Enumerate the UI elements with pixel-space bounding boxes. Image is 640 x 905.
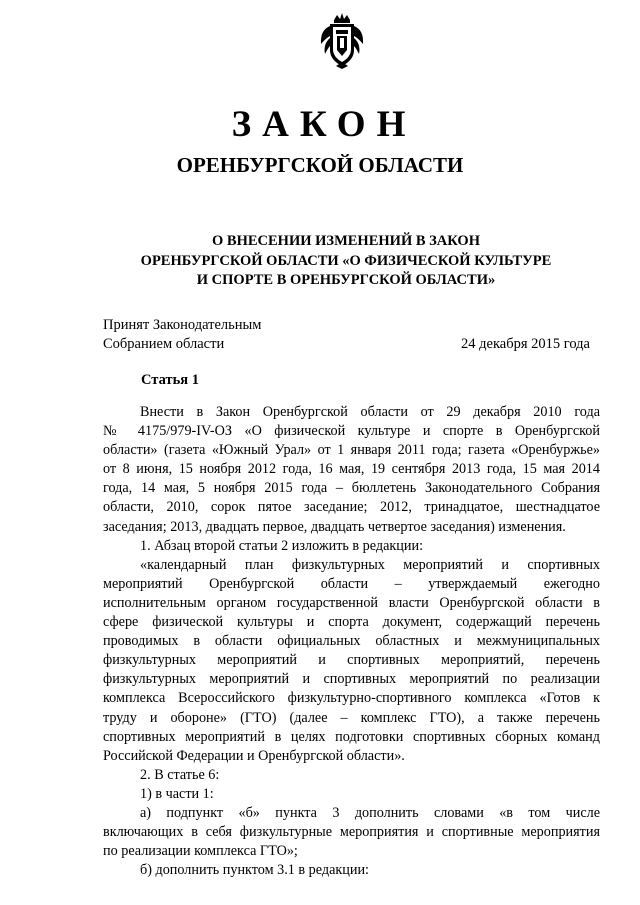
body-line: области, 2010, сорок пятое заседание; 2012, тринадцатое, шестнадцатое (103, 499, 600, 516)
body-line: спортивных мероприятий в целях подготовки спортивных сборных команд (103, 728, 600, 745)
body-line: Внести в Закон Оренбургской области от 29 декабря 2010 года (140, 404, 600, 420)
subject-line: И СПОРТЕ В ОРЕНБУРГСКОЙ ОБЛАСТИ» (196, 272, 496, 288)
body-line: «календарный план физкультурных мероприятий и спортивных (140, 556, 600, 573)
body-line: включающих в себя физкультурные мероприятия и спортивные мероприятия (103, 824, 600, 841)
body-line: заседания; 2013, двадцать первое, двадцать четвертое заседания) изменения. (103, 518, 566, 535)
body-line: Российской Федерации и Оренбургской области». (103, 747, 405, 764)
body-line: № 4175/979-IV-ОЗ «О физической культуре и спорте в Оренбургской (103, 423, 600, 440)
article-body (103, 403, 600, 880)
body-line: физкультурных мероприятий и спортивных мероприятий по реализации (103, 671, 600, 688)
article-heading: Статья 1 (141, 372, 199, 388)
subject-line: ОРЕНБУРГСКОЙ ОБЛАСТИ «О ФИЗИЧЕСКОЙ КУЛЬТУРЕ (140, 252, 552, 269)
body-line: 1) в части 1: (140, 785, 214, 802)
document-type-title: ЗАКОН (231, 104, 417, 145)
body-line: от 8 июня, 15 ноября 2012 года, 16 мая, 19 сентября 2013 года, 15 мая 2014 (103, 461, 600, 478)
body-line: мероприятий Оренбургской области – утверждаемый ежегодно (103, 575, 600, 592)
body-line: физкультурных мероприятий и спортивных мероприятий, перечень (103, 652, 600, 669)
adoption-line: Собранием области (103, 336, 225, 352)
adoption-line: Принят Законодательным (103, 317, 262, 333)
body-line: области» (газета «Южный Урал» от 1 января 2011 года; газета «Оренбуржье» (103, 442, 600, 459)
adoption-note (103, 316, 261, 354)
body-line: года, 14 мая, 5 ноября 2015 года – бюллетень Законодательного Собрания (103, 480, 600, 497)
body-line: по реализации комплекса ГТО»; (103, 843, 298, 860)
body-line: б) дополнить пунктом 3.1 в редакции: (140, 862, 369, 879)
body-line: сфере физической культуры и спорта документ, содержащий перечень (103, 614, 600, 631)
coat-of-arms-icon (318, 12, 366, 70)
law-subject-heading (100, 232, 592, 291)
body-line: комплекса Всероссийского физкультурно-спортивного комплекса «Готов к (103, 690, 600, 707)
body-line: 1. Абзац второй статьи 2 изложить в редакции: (140, 537, 424, 554)
body-line: 2. В статье 6: (140, 766, 220, 783)
body-line: проводимых в области официальных областных и межмуниципальных (103, 633, 600, 650)
subject-line: О ВНЕСЕНИИ ИЗМЕНЕНИЙ В ЗАКОН (212, 233, 480, 249)
body-line: труду и обороне» (ГТО) (далее – комплекс ГТО), а также перечень (103, 709, 600, 726)
body-line: исполнительным органом государственной власти Оренбургской области в (103, 594, 600, 611)
adoption-date: 24 декабря 2015 года (461, 336, 590, 352)
region-title: ОРЕНБУРГСКОЙ ОБЛАСТИ (176, 153, 464, 177)
body-line: а) подпункт «б» пункта 3 дополнить словами «в том числе (140, 804, 600, 821)
